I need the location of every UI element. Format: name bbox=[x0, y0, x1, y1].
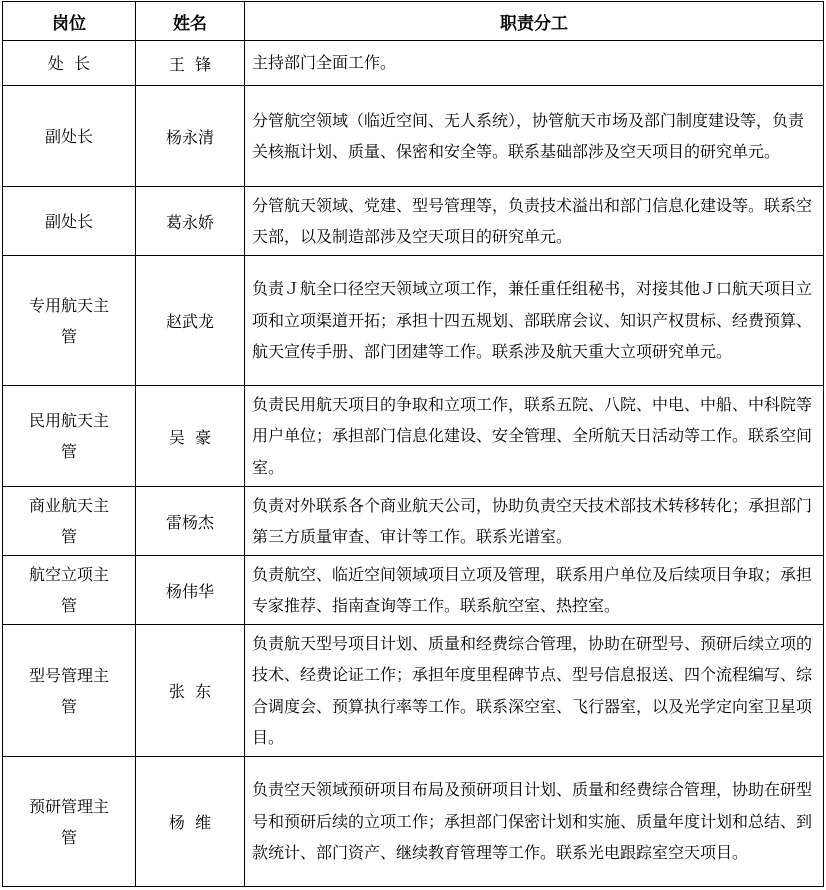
header-post: 岗位 bbox=[3, 2, 136, 41]
duty-cell: 负责航天型号项目计划、质量和经费综合管理，协助在研型号、预研后续立项的技术、经费论证工作；承担年度里程碑节点、型号信息报送、四个流程编写、综合调度会、预算执行率等工作。联系深空室、飞行器室，以及光学定向室卫星项目。 bbox=[245, 625, 824, 757]
name-cell: 葛永娇 bbox=[136, 187, 245, 256]
name-cell: 张 东 bbox=[136, 625, 245, 757]
duty-cell: 主持部门全面工作。 bbox=[245, 41, 824, 86]
duty-cell: 负责Ｊ航全口径空天领域立项工作，兼任重任组秘书，对接其他Ｊ口航天项目立项和立项渠道开拓；承担十四五规划、部联席会议、知识产权贯标、经费预算、航天宣传手册、部门团建等工作。联系涉及航天重大立项研究单元。 bbox=[245, 256, 824, 386]
name-cell: 赵武龙 bbox=[136, 256, 245, 386]
header-row bbox=[3, 2, 824, 41]
name-cell: 吴 豪 bbox=[136, 386, 245, 487]
post-cell: 专用航天主管 bbox=[3, 256, 136, 386]
duty-cell: 分管航天领域、党建、型号管理等，负责技术溢出和部门信息化建设等。联系空天部，以及制造部涉及空天项目的研究单元。 bbox=[245, 187, 824, 256]
header-duty: 职责分工 bbox=[245, 2, 824, 41]
duty-cell: 负责航空、临近空间领域项目立项及管理，联系用户单位及后续项目争取；承担专家推荐、指南查询等工作。联系航空室、热控室。 bbox=[245, 556, 824, 625]
table-row bbox=[3, 86, 824, 187]
post-cell: 型号管理主管 bbox=[3, 625, 136, 757]
duty-cell: 负责对外联系各个商业航天公司，协助负责空天技术部技术转移转化；承担部门第三方质量审查、审计等工作。联系光谱室。 bbox=[245, 487, 824, 556]
post-cell: 航空立项主管 bbox=[3, 556, 136, 625]
name-cell: 杨伟华 bbox=[136, 556, 245, 625]
header-name: 姓名 bbox=[136, 2, 245, 41]
name-cell: 杨永清 bbox=[136, 86, 245, 187]
name-cell: 王 锋 bbox=[136, 41, 245, 86]
table-row bbox=[3, 256, 824, 386]
post-cell: 处 长 bbox=[3, 41, 136, 86]
table-row bbox=[3, 556, 824, 625]
table-row bbox=[3, 757, 824, 887]
post-cell: 民用航天主管 bbox=[3, 386, 136, 487]
name-cell: 杨 维 bbox=[136, 757, 245, 887]
duty-cell: 负责民用航天项目的争取和立项工作，联系五院、八院、中电、中船、中科院等用户单位；承担部门信息化建设、安全管理、全所航天日活动等工作。联系空间室。 bbox=[245, 386, 824, 487]
table-row bbox=[3, 386, 824, 487]
table-row bbox=[3, 187, 824, 256]
post-cell: 副处长 bbox=[3, 86, 136, 187]
table-row bbox=[3, 625, 824, 757]
post-cell: 预研管理主管 bbox=[3, 757, 136, 887]
duty-cell: 分管航空领域（临近空间、无人系统），协管航天市场及部门制度建设等，负责关核瓶计划、质量、保密和安全等。联系基础部涉及空天项目的研究单元。 bbox=[245, 86, 824, 187]
post-cell: 商业航天主管 bbox=[3, 487, 136, 556]
duty-table bbox=[2, 1, 824, 887]
name-cell: 雷杨杰 bbox=[136, 487, 245, 556]
table-row bbox=[3, 487, 824, 556]
post-cell: 副处长 bbox=[3, 187, 136, 256]
duty-cell: 负责空天领域预研项目布局及预研项目计划、质量和经费综合管理，协助在研型号和预研后续的立项工作；承担部门保密计划和实施、质量年度计划和总结、到款统计、部门资产、继续教育管理等工作。联系光电跟踪室空天项目。 bbox=[245, 757, 824, 887]
table-row bbox=[3, 41, 824, 86]
